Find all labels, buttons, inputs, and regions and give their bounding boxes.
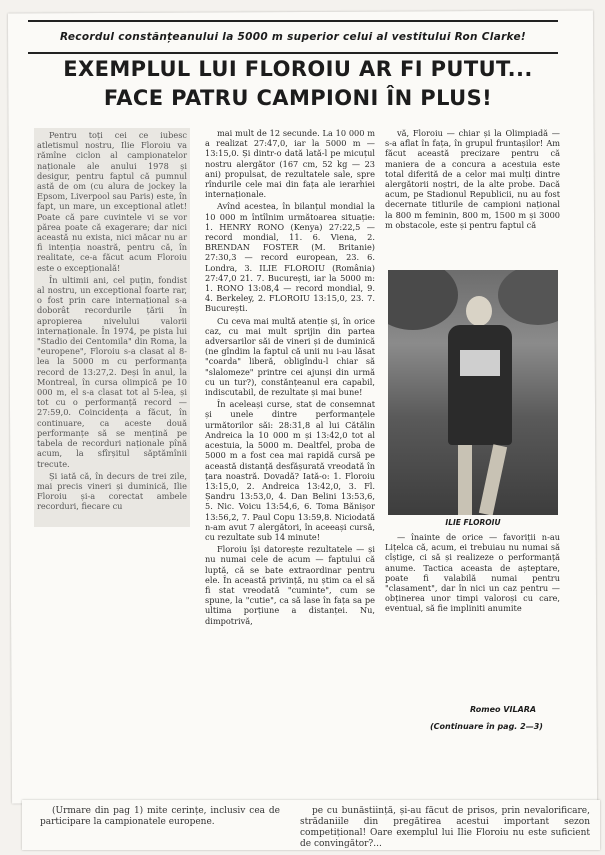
paragraph: Floroiu își datorește rezultatele — și nu numai cele de acum — faptului că luptă, că se bate extraordinar pentru ele. În această privință, nu știm ca el să fi stat vreodată "cuminte", cum se spune, la "cutie", ca să lase în fața sa pe ultima porțiune a distanței. Nu, dimpotrivă, — [205, 544, 375, 626]
background-tree — [498, 270, 558, 325]
runner-head — [466, 296, 492, 326]
background-tree — [388, 270, 458, 330]
runner-leg — [458, 445, 472, 515]
author-signature: Romeo VILARA — [470, 705, 537, 714]
headline-line-1: EXEMPLUL LUI FLOROIU AR FI PUTUT... — [63, 57, 533, 81]
paragraph: mai mult de 12 secunde. La 10 000 m a realizat 27:47,0, iar la 5000 m — 13:15,0. Și dintr-o dată lată-l pe micuțul nostru alergător (167 cm, 52 kg — 23 ani) propulsat, de rezultatele sale, spre rîndurile cele mai din fața ale ierarhiei internaționale. — [205, 128, 375, 200]
paragraph: În ultimii ani, cel puțin, fondist al nostru, un exceptional foarte rar, o fost prin care internațional s-a doborât recordurile țării în apropierea nivelului valorii internaționale. În 1974, pe pista lui "Stadio dei Centomila" din Roma, la "europene", Floroiu s-a clasat al 8-lea la 5000 m cu performanța record de 13:27,2. Deși în anul, la Montreal, în cursa olimpică pe 10 000 m, el s-a clasat tot al 5-lea, și tot cu o performanță record — 27:59,0. Coincidența a făcut, în continuare, ca aceste două performanțe să se mențină pe tabela de recorduri naționale pînă acum, la sfîrșitul săptămînii trecute. — [37, 274, 187, 469]
paragraph: Și iată că, în decurs de trei zile, mai precis vineri și duminică, Ilie Floroiu și-a corectat ambele recorduri, fiecare cu — [37, 470, 187, 512]
article-banner: Recordul constănțeanului la 5000 m superior celui al vestitului Ron Clarke! — [28, 20, 558, 54]
paragraph: pe cu bunăstiință, și-au făcut de prisos, prin nevalorificare, strădaniile din pregătirea acestui important sezon competițional! Oare exemplul lui Ilie Floroiu nu este suficient de convingător?... — [300, 806, 590, 848]
headline-line-2: FACE PATRU CAMPIONI ÎN PLUS! — [103, 86, 493, 110]
article-column-1 — [34, 128, 190, 527]
runner-body — [448, 325, 512, 445]
paragraph: vă, Floroiu — chiar și la Olimpiadă — s-a aflat în fața, în grupul fruntașilor! Am făcut această precizare pentru că maniera de a concura a acestuia este total diferită de a celor mai mulți dintre alergătorii noștri, de la alte probe. Dacă acum, pe Stadionul Republicii, nu au fost decernate titlurile de campioni național la 800 m feminin, 800 m, 1500 m și 3000 m obstacole, este și pentru faptul că — [385, 128, 560, 230]
article-column-3-continued — [385, 532, 560, 692]
bottom-column-left — [40, 806, 280, 848]
runner-leg — [479, 444, 507, 515]
photo-caption: ILIE FLOROIU — [445, 518, 501, 527]
article-column-3 — [385, 128, 560, 268]
bottom-column-right — [300, 806, 590, 848]
paragraph: Pentru toți cei ce iubesc atletismul nostru, Ilie Floroiu va rămîne ciclon al campionatelor naționale ale anului 1978 și desigur, pentru faptul că pumnul astă de om (cu alura de jockey la Epsom, Liverpool sau Paris) este, în fapt, un mare, un exceptional atlet! Poate că pare cuvintele vi se vor părea poate că exagerare; dar nici această nu exista, nici măcar nu ar fi intenția noastră, pentru că, în realitate, ce-a făcut acum Floroiu este o excepțională! — [37, 130, 187, 273]
paragraph: Avînd acestea, în bilanțul mondial la 10 000 m întîlnim următoarea situație: 1. HENRY RONO (Kenya) 27:22,5 — record mondial, 11. 6. Viena, 2. BRENDAN FOSTER (M. Britanie) 27:30,3 — record european, 23. 6. Londra, 3. ILIE FLOROIU (România) 27:47,0 21. 7. București, iar la 5000 m: 1. RONO 13:08,4 — record mondial, 9. 4. Berkeley, 2. FLOROIU 13:15,0, 23. 7. București. — [205, 201, 375, 314]
paragraph: (Urmare din pag 1) mite cerințe, inclusiv cea de participare la campionatele europene. — [40, 806, 280, 827]
paragraph: Cu ceva mai multă atenție și, în orice caz, cu mai mult sprijin din partea adversarilor săi de vineri și de duminică (ne gîndim la faptul că unii nu i-au lăsat "coarda" liberă, obligîndu-l chiar să "slalomeze" printre cei ajunși din urmă cu un tur?), constănțeanul era capabil, indiscutabil, de rezultate și mai bune! — [205, 315, 375, 398]
paragraph: — înainte de orice — favoriții n-au Lițelca că, acum, ei trebuiau nu numai să cîștige, ci să și realizeze o performanță anume. Tactica aceasta de așteptare, poate fi valabilă numai pentru "clasament", dar în nici un caz pentru — obținerea unor timpi valoroși cu care, eventual, să fie impliniti anumite — [385, 532, 560, 614]
paragraph: În aceleași curse, stat de consemnat și unele dintre performanțele următorilor săi: 28:31,8 al lui Cătălin Andreica la 10 000 m și 13:42,0 tot al acestuia, la 5000 m. Dealtfel, proba de 5000 m a fost cea mai rapidă cursă pe această distanță desfășurată vreodată în țara noastră. Dovadă? Iată-o: 1. Floroiu 13:15,0, 2. Andreica 13:42,0, 3. Fl. Șandru 13:53,0, 4. Dan Belini 13:53,6, 5. Nic. Voicu 13:54,6, 6. Toma Bănișor 13:56,2, 7. Paul Copu 13:59,8. Niciodată n-am avut 7 alergători, în aceeași cursă, cu rezultate sub 14 minute! — [205, 399, 375, 542]
article-column-2 — [205, 128, 375, 773]
athlete-photo — [388, 270, 558, 515]
continuation-note: (Continuare în pag. 2—3) — [430, 722, 543, 731]
race-bib — [460, 350, 500, 376]
article-headline — [28, 55, 568, 113]
